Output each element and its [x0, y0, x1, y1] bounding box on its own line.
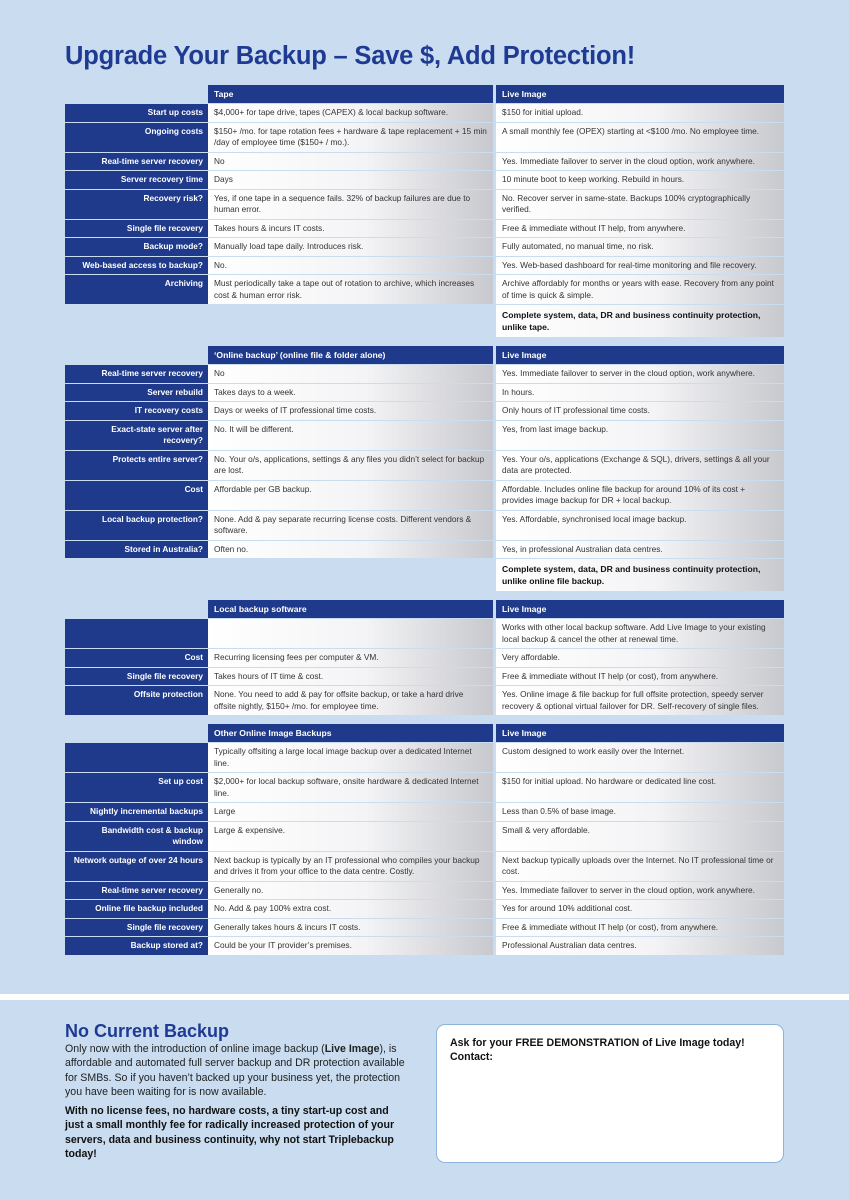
alternative-value: Generally no. [208, 882, 496, 901]
table-row [65, 402, 784, 421]
row-label: Server recovery time [65, 171, 208, 190]
table-row [65, 451, 784, 481]
live-image-value: Yes. Immediate failover to server in the cloud option, work anywhere. [496, 365, 784, 384]
table-row [65, 619, 784, 649]
table-header-row [65, 85, 784, 104]
row-label: Stored in Australia? [65, 541, 208, 560]
table-row [65, 238, 784, 257]
live-image-value: Fully automated, no manual time, no risk. [496, 238, 784, 257]
table-row [65, 511, 784, 541]
live-image-value: Yes. Web-based dashboard for real-time monitoring and file recovery. [496, 257, 784, 276]
alternative-value: $4,000+ for tape drive, tapes (CAPEX) & local backup software. [208, 104, 496, 123]
table-row [65, 171, 784, 190]
row-label: Exact-state server after recovery? [65, 421, 208, 451]
table-row [65, 275, 784, 305]
row-label: Protects entire server? [65, 451, 208, 481]
alternative-value: Large & expensive. [208, 822, 496, 852]
alternative-value: Days or weeks of IT professional time costs. [208, 402, 496, 421]
comparison-table [65, 600, 784, 716]
alternative-value: Large [208, 803, 496, 822]
live-image-value: Yes. Affordable, synchronised local image backup. [496, 511, 784, 541]
alternative-value: Takes days to a week. [208, 384, 496, 403]
live-image-value: Professional Australian data centres. [496, 937, 784, 956]
row-label: Server rebuild [65, 384, 208, 403]
row-label: Single file recovery [65, 220, 208, 239]
live-image-value: Free & immediate without IT help, from anywhere. [496, 220, 784, 239]
live-image-value: No. Recover server in same-state. Backups 100% cryptographically verified. [496, 190, 784, 220]
header-spacer [65, 346, 208, 365]
live-image-value: Yes, in professional Australian data centres. [496, 541, 784, 560]
header-spacer [65, 600, 208, 619]
row-label: Network outage of over 24 hours [65, 852, 208, 882]
live-image-value: Free & immediate without IT help (or cost), from anywhere. [496, 919, 784, 938]
live-image-value: Next backup typically uploads over the Internet. No IT professional time or cost. [496, 852, 784, 882]
live-image-value: $150 for initial upload. No hardware or dedicated line cost. [496, 773, 784, 803]
row-label [65, 619, 208, 649]
conclusion-row [65, 559, 784, 592]
conclusion-spacer [208, 305, 496, 338]
alternative-value: No. It will be different. [208, 421, 496, 451]
table-row [65, 852, 784, 882]
alternative-value: No [208, 153, 496, 172]
table-row [65, 803, 784, 822]
table-row [65, 649, 784, 668]
live-image-value: Custom designed to work easily over the Internet. [496, 743, 784, 773]
row-label: Single file recovery [65, 668, 208, 687]
table-row [65, 822, 784, 852]
row-label: Online file backup included [65, 900, 208, 919]
row-label: Backup mode? [65, 238, 208, 257]
table-row [65, 220, 784, 239]
alternative-value: Typically offsiting a large local image backup over a dedicated Internet line. [208, 743, 496, 773]
alternative-value: No. Your o/s, applications, settings & any files you didn’t select for backup are lost. [208, 451, 496, 481]
table-row [65, 365, 784, 384]
live-image-value: Affordable. Includes online file backup for around 10% of its cost + provides image backup for DR + local backup. [496, 481, 784, 511]
comparison-table [65, 85, 784, 338]
row-label: Web-based access to backup? [65, 257, 208, 276]
alternative-value: Could be your IT provider’s premises. [208, 937, 496, 956]
no-current-backup-closing: With no license fees, no hardware costs, a tiny start-up cost and just a small monthly fee for radically increased protection of your servers, data and business continuity, why not start Triplebackup today! [65, 1105, 395, 1161]
column-header-live-image: Live Image [496, 600, 784, 619]
table-row [65, 937, 784, 956]
live-image-value: 10 minute boot to keep working. Rebuild in hours. [496, 171, 784, 190]
column-header-live-image: Live Image [496, 346, 784, 365]
table-row [65, 481, 784, 511]
alternative-value: Affordable per GB backup. [208, 481, 496, 511]
section-divider [0, 994, 849, 1000]
table-row [65, 104, 784, 123]
live-image-value: Works with other local backup software. Add Live Image to your existing local backup & cancel the other at renewal time. [496, 619, 784, 649]
table-row [65, 882, 784, 901]
table-row [65, 686, 784, 716]
row-label: Cost [65, 649, 208, 668]
column-header-alternative: Other Online Image Backups [208, 724, 496, 743]
conclusion-spacer [65, 559, 208, 592]
live-image-value: In hours. [496, 384, 784, 403]
alternative-value: Days [208, 171, 496, 190]
table-row [65, 257, 784, 276]
demo-offer-text: Ask for your FREE DEMONSTRATION of Live Image today! [450, 1037, 745, 1049]
table-header-row [65, 724, 784, 743]
row-label: Real-time server recovery [65, 365, 208, 384]
alternative-value [208, 619, 496, 649]
alternative-value: Takes hours of IT time & cost. [208, 668, 496, 687]
row-label: Archiving [65, 275, 208, 305]
no-current-backup-title: No Current Backup [65, 1021, 230, 1041]
row-label: Real-time server recovery [65, 882, 208, 901]
alternative-value: $150+ /mo. for tape rotation fees + hardware & tape replacement + 15 min /day of employee time ($150+ / mo.). [208, 123, 496, 153]
live-image-value: Yes. Immediate failover to server in the cloud option, work anywhere. [496, 153, 784, 172]
column-header-live-image: Live Image [496, 85, 784, 104]
demo-contact-box [436, 1024, 784, 1163]
row-label: Offsite protection [65, 686, 208, 716]
alternative-value: None. Add & pay separate recurring license costs. Different vendors & software. [208, 511, 496, 541]
alternative-value: Often no. [208, 541, 496, 560]
comparison-table [65, 346, 784, 592]
alternative-value: Next backup is typically by an IT professional who compiles your backup and drives it from your office to the data centre. Costly. [208, 852, 496, 882]
alternative-value: Yes, if one tape in a sequence fails. 32% of backup failures are due to human error. [208, 190, 496, 220]
table-row [65, 153, 784, 172]
live-image-value: Only hours of IT professional time costs. [496, 402, 784, 421]
row-label: IT recovery costs [65, 402, 208, 421]
table-header-row [65, 600, 784, 619]
row-label: Set up cost [65, 773, 208, 803]
row-label: Bandwidth cost & backup window [65, 822, 208, 852]
alternative-value: Recurring licensing fees per computer & VM. [208, 649, 496, 668]
table-row [65, 541, 784, 560]
row-label: Backup stored at? [65, 937, 208, 956]
conclusion-row [65, 305, 784, 338]
row-label: Cost [65, 481, 208, 511]
comparison-table [65, 724, 784, 956]
live-image-value: Less than 0.5% of base image. [496, 803, 784, 822]
table-row [65, 123, 784, 153]
row-label: Start up costs [65, 104, 208, 123]
live-image-value: A small monthly fee (OPEX) starting at <$100 /mo. No employee time. [496, 123, 784, 153]
column-header-alternative: Local backup software [208, 600, 496, 619]
table-row [65, 421, 784, 451]
alternative-value: Must periodically take a tape out of rotation to archive, which increases cost & human error risk. [208, 275, 496, 305]
conclusion-spacer [208, 559, 496, 592]
live-image-value: Yes. Online image & file backup for full offsite protection, speedy server recovery & optional virtual failover for DR. Self-recovery of single files. [496, 686, 784, 716]
table-header-row [65, 346, 784, 365]
table-row [65, 900, 784, 919]
header-spacer [65, 724, 208, 743]
conclusion-text: Complete system, data, DR and business continuity protection, unlike online file backup. [496, 559, 784, 592]
no-current-backup-body [65, 1042, 410, 1100]
table-row [65, 384, 784, 403]
alternative-value: $2,000+ for local backup software, onsite hardware & dedicated Internet line. [208, 773, 496, 803]
row-label: Recovery risk? [65, 190, 208, 220]
table-row [65, 773, 784, 803]
comparison-tables [65, 85, 784, 956]
page-title: Upgrade Your Backup – Save $, Add Protection! [65, 42, 636, 70]
alternative-value: Manually load tape daily. Introduces risk. [208, 238, 496, 257]
body-text-post: ), is affordable and automated full server backup and DR protection available for SMBs. So if you haven’t backed up your business yet, the protection you have been waiting for is now available. [65, 1043, 405, 1099]
conclusion-text: Complete system, data, DR and business continuity protection, unlike tape. [496, 305, 784, 338]
live-image-value: Small & very affordable. [496, 822, 784, 852]
alternative-value: None. You need to add & pay for offsite backup, or take a hard drive offsite nightly, $150+ /mo. for employee time. [208, 686, 496, 716]
alternative-value: Takes hours & incurs IT costs. [208, 220, 496, 239]
alternative-value: No. [208, 257, 496, 276]
alternative-value: Generally takes hours & incurs IT costs. [208, 919, 496, 938]
live-image-value: Yes. Your o/s, applications (Exchange & SQL), drivers, settings & all your data are protected. [496, 451, 784, 481]
header-spacer [65, 85, 208, 104]
column-header-alternative: ‘Online backup’ (online file & folder alone) [208, 346, 496, 365]
row-label: Real-time server recovery [65, 153, 208, 172]
column-header-live-image: Live Image [496, 724, 784, 743]
live-image-value: Free & immediate without IT help (or cost), from anywhere. [496, 668, 784, 687]
conclusion-spacer [65, 305, 208, 338]
row-label: Single file recovery [65, 919, 208, 938]
table-row [65, 668, 784, 687]
table-row [65, 743, 784, 773]
row-label: Ongoing costs [65, 123, 208, 153]
column-header-alternative: Tape [208, 85, 496, 104]
body-text-pre: Only now with the introduction of online image backup ( [65, 1043, 325, 1055]
live-image-value: Very affordable. [496, 649, 784, 668]
row-label: Nightly incremental backups [65, 803, 208, 822]
alternative-value: No. Add & pay 100% extra cost. [208, 900, 496, 919]
table-row [65, 190, 784, 220]
body-text-bold: Live Image [324, 1043, 380, 1055]
row-label [65, 743, 208, 773]
contact-label: Contact: [450, 1051, 493, 1063]
row-label: Local backup protection? [65, 511, 208, 541]
alternative-value: No [208, 365, 496, 384]
live-image-value: $150 for initial upload. [496, 104, 784, 123]
live-image-value: Yes for around 10% additional cost. [496, 900, 784, 919]
live-image-value: Yes, from last image backup. [496, 421, 784, 451]
live-image-value: Yes. Immediate failover to server in the cloud option, work anywhere. [496, 882, 784, 901]
live-image-value: Archive affordably for months or years with ease. Recovery from any point of time is quick & simple. [496, 275, 784, 305]
table-row [65, 919, 784, 938]
